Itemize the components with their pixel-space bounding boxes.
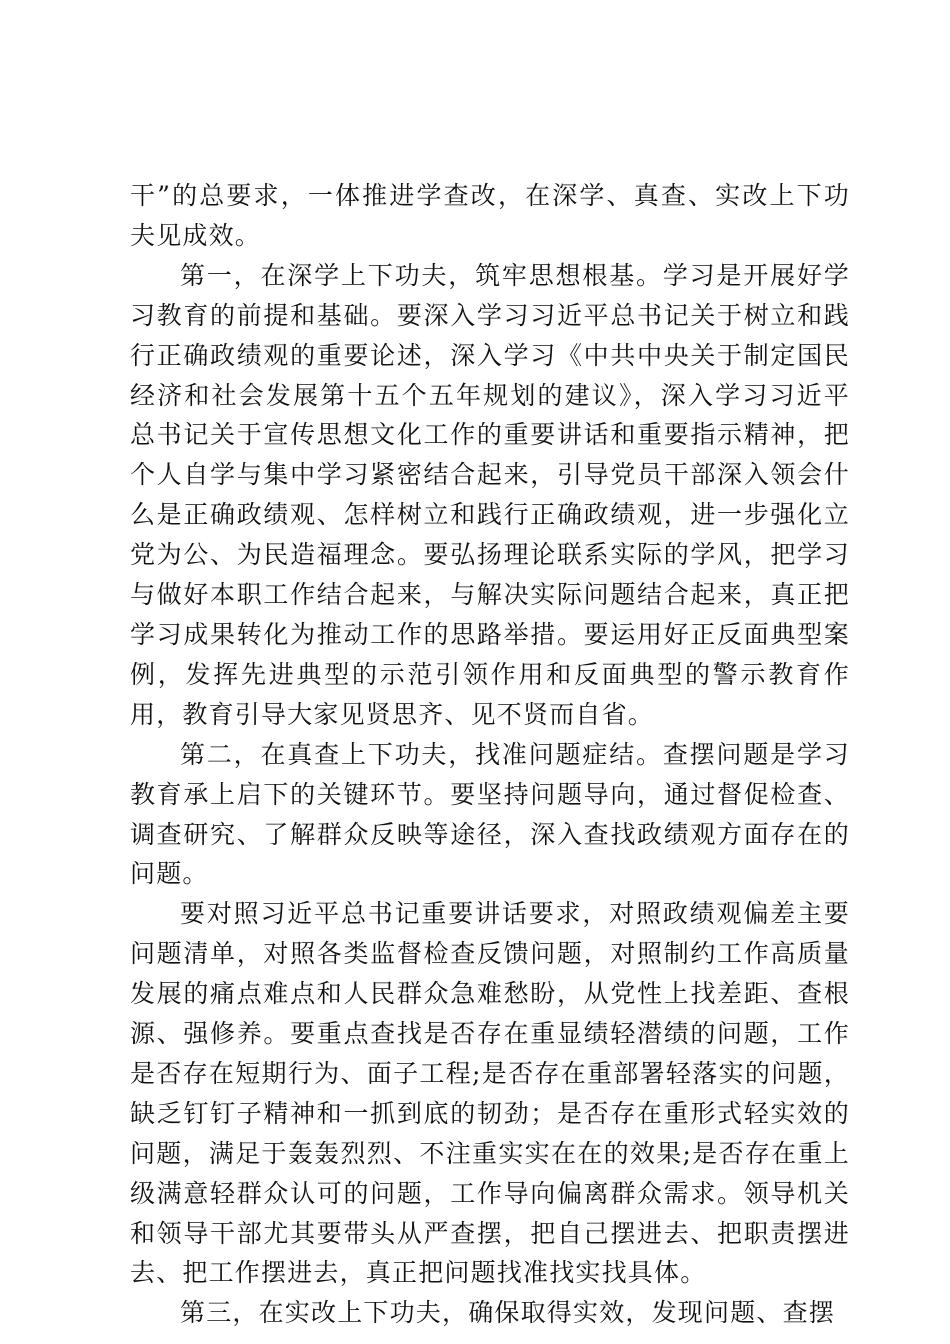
paragraph-5: 第三，在实改上下功夫，确保取得实效，发现问题、查摆 [180, 1298, 836, 1328]
paragraph-2: 第一，在深学上下功夫，筑牢思想根基。学习是开展好学习教育的前提和基础。要深入学习习近平总书记关于树立和践行正确政绩观的重要论述，深入学习《中共中央关于制定国民经济和社会发展第十五个五年规划的建议》，深入学习习近平总书记关于宣传思想文化工作的重要讲话和重要指示精神，把个人自学与集中学习紧密结合起来，引导党员干部深入领会什么是正确政绩观、怎样树立和践行正确政绩观，进一步强化立党为公、为民造福理念。要弘扬理论联系实际的学风，把学习与做好本职工作结合起来，与解决实际问题结合起来，真正把学习成果转化为推动工作的思路举措。要运用好正反面典型案例，发挥先进典型的示范引领作用和反面典型的警示教育作用，教育引导大家见贤思齐、见不贤而自省。 [130, 260, 850, 729]
paragraph-1: 干”的总要求，一体推进学查改，在深学、真查、实改上下功夫见成效。 [130, 181, 850, 250]
document-body [130, 176, 850, 1333]
paragraph-3: 第二，在真查上下功夫，找准问题症结。查摆问题是学习教育承上启下的关键环节。要坚持问题导向，通过督促检查、调查研究、了解群众反映等途径，深入查找政绩观方面存在的问题。 [130, 739, 850, 889]
paragraph-4: 要对照习近平总书记重要讲话要求，对照政绩观偏差主要问题清单，对照各类监督检查反馈问题，对照制约工作高质量发展的痛点难点和人民群众急难愁盼，从党性上找差距、查根源、强修养。要重点查找是否存在重显绩轻潜绩的问题，工作是否存在短期行为、面子工程;是否存在重部署轻落实的问题，缺乏钉钉子精神和一抓到底的韧劲；是否存在重形式轻实效的问题，满足于轰轰烈烈、不注重实实在在的效果;是否存在重上级满意轻群众认可的问题，工作导向偏离群众需求。领导机关和领导干部尤其要带头从严查摆，把自己摆进去、把职责摆进去、把工作摆进去，真正把问题找准找实找具体。 [130, 899, 850, 1288]
